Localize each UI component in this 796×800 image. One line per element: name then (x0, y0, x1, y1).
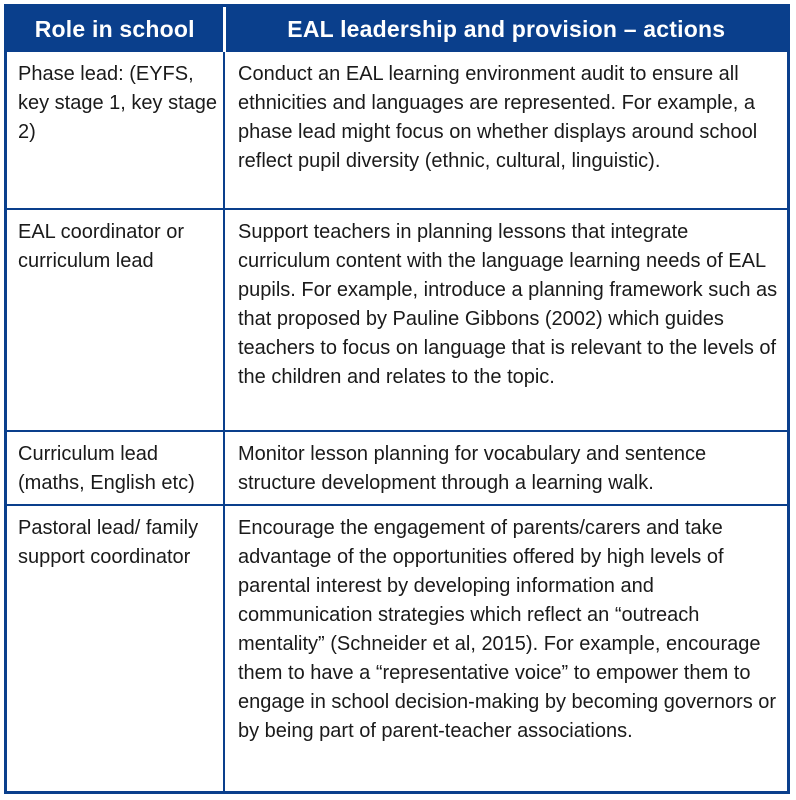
header-eal-actions: EAL leadership and provision – actions (224, 7, 787, 52)
role-cell: Pastoral lead/ family support coordinator (7, 505, 224, 791)
action-cell: Conduct an EAL learning environment audit to ensure all ethnicities and languages are represented. For example, a phase lead might focus on whether displays around school reflect pupil diversity (ethnic, cultural, linguistic). (238, 63, 758, 172)
eal-actions-table-frame (4, 4, 790, 794)
action-cell: Monitor lesson planning for vocabulary and sentence structure development through a learning walk. (224, 431, 787, 505)
table-row (7, 52, 787, 209)
action-cell: Support teachers in planning lessons that integrate curriculum content with the language learning needs of EAL pupils. For example, introduce a planning framework such as that proposed by Pauline Gibbons (2002) which guides teachers to focus on language that is relevant to the levels of the children and relates to the topic. (224, 209, 787, 431)
header-row (7, 7, 787, 52)
role-cell: Phase lead: (EYFS, key stage 1, key stage 2) (7, 52, 224, 209)
header-role-in-school: Role in school (7, 7, 224, 52)
eal-actions-table (7, 7, 787, 791)
table-body (7, 52, 787, 791)
table-header (7, 7, 787, 52)
role-cell: EAL coordinator or curriculum lead (7, 209, 224, 431)
table-row (7, 431, 787, 505)
table-row (7, 505, 787, 791)
role-cell: Curriculum lead (maths, English etc) (7, 431, 224, 505)
table-row (7, 209, 787, 431)
action-cell: Encourage the engagement of parents/carers and take advantage of the opportunities offered by high levels of parental interest by developing information and communication strategies which reflect an “outreach mentality” (Schneider et al, 2015). For example, encourage them to have a “representative voice” to empower them to engage in school decision-making by becoming governors or by being part of parent-teacher associations. (224, 505, 787, 791)
